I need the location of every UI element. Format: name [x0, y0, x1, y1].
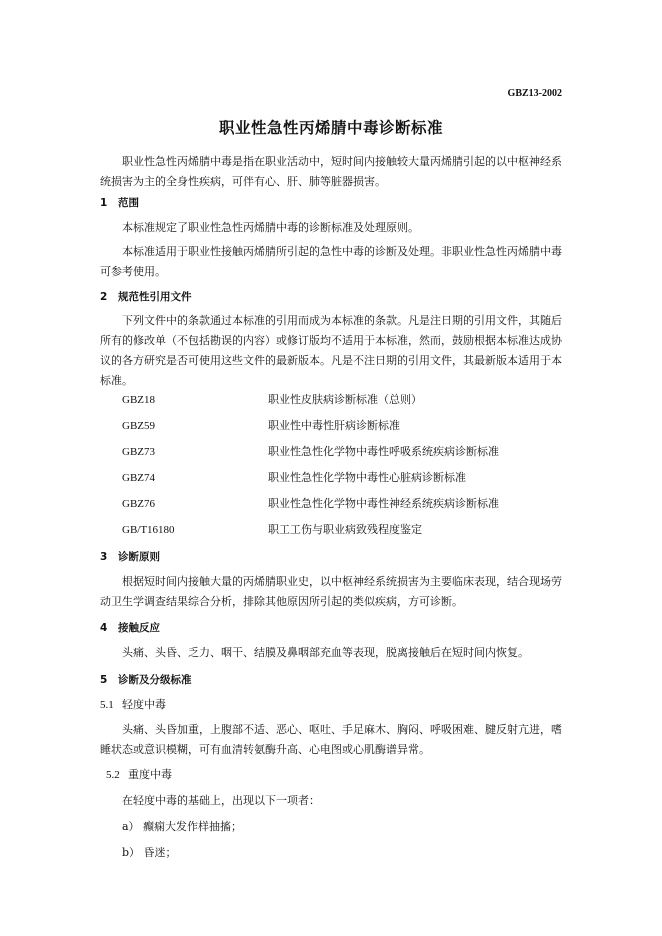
reference-code: GBZ74 [122, 472, 155, 484]
list-item [122, 817, 562, 837]
reference-name: 职业性急性化学物中毒性呼吸系统疾病诊断标准 [268, 445, 499, 458]
section-number: 4 [100, 622, 108, 634]
section-5-heading [100, 670, 562, 690]
subsection-title: 轻度中毒 [122, 698, 166, 711]
section-4-paragraph-1: 头痛、头昏、乏力、咽干、结膜及鼻咽部充血等表现，脱离接触后在短时间内恢复。 [122, 646, 529, 659]
intro-paragraph: 职业性急性丙烯腈中毒是指在职业活动中，短时间内接触较大量丙烯腈引起的以中枢神经系统损害为主的全身性疾病，可伴有心、肝、肺等脏器损害。 [100, 155, 562, 188]
list-item [122, 843, 562, 863]
section-number: 3 [100, 551, 108, 563]
section-number: 5 [100, 674, 108, 686]
reference-row [122, 417, 400, 435]
section-4-heading [100, 618, 562, 638]
section-1-paragraph-2: 本标准适用于职业性接触丙烯腈所引起的急性中毒的诊断及处理。非职业性急性丙烯腈中毒可参考使用。 [100, 245, 562, 278]
reference-name: 职业性皮肤病诊断标准（总则） [268, 393, 422, 406]
section-number: 2 [100, 291, 108, 303]
reference-row [122, 495, 499, 513]
subsection-5-1-heading [100, 695, 562, 715]
section-title: 范围 [118, 197, 139, 209]
reference-code: GBZ59 [122, 420, 155, 432]
standard-code: GBZ13-2002 [507, 88, 562, 99]
reference-code: GBZ18 [122, 394, 155, 406]
section-3-heading [100, 547, 562, 567]
section-number: 1 [100, 197, 108, 209]
section-title: 规范性引用文件 [118, 291, 192, 303]
section-title: 诊断原则 [118, 551, 160, 563]
subsection-number: 5.1 [100, 699, 114, 711]
reference-name: 职业性急性化学物中毒性心脏病诊断标准 [268, 471, 466, 484]
reference-code: GBZ76 [122, 498, 155, 510]
section-2-heading [100, 287, 562, 307]
section-title: 诊断及分级标准 [118, 674, 192, 686]
section-3-paragraph-1: 根据短时间内接触大量的丙烯腈职业史，以中枢神经系统损害为主要临床表现，结合现场劳动卫生学调查结果综合分析，排除其他原因所引起的类似疾病，方可诊断。 [100, 575, 562, 608]
subsection-5-2-heading [106, 765, 568, 785]
reference-row [122, 443, 499, 461]
section-2-paragraph-1: 下列文件中的条款通过本标准的引用而成为本标准的条款。凡是注日期的引用文件，其随后所有的修改单（不包括勘误的内容）或修订版均不适用于本标准，然而，鼓励根据本标准达成协议的各方研究是否可使用这些文件的最新版本。凡是不注日期的引用文件，其最新版本适用于本标准。 [100, 314, 562, 387]
reference-row [122, 391, 422, 409]
reference-name: 职业性急性化学物中毒性神经系统疾病诊断标准 [268, 497, 499, 510]
section-title: 接触反应 [118, 622, 160, 634]
list-item-label: b） [122, 846, 141, 859]
reference-code: GB/T16180 [122, 524, 175, 536]
subsection-title: 重度中毒 [128, 768, 172, 781]
section-1-paragraph-1: 本标准规定了职业性急性丙烯腈中毒的诊断标准及处理原则。 [122, 221, 419, 234]
list-item-label: a） [122, 820, 140, 833]
list-item-text: 昏迷； [143, 846, 177, 859]
list-item-text: 癫痫大发作样抽搐； [143, 820, 243, 833]
subsection-number: 5.2 [106, 769, 120, 781]
subsection-5-2-paragraph: 在轻度中毒的基础上，出现以下一项者： [122, 794, 320, 807]
reference-name: 职工工伤与职业病致残程度鉴定 [268, 523, 422, 536]
reference-code: GBZ73 [122, 446, 155, 458]
reference-name: 职业性中毒性肝病诊断标准 [268, 419, 400, 432]
reference-row [122, 521, 422, 539]
section-1-heading [100, 193, 562, 213]
subsection-5-1-paragraph: 头痛、头昏加重，上腹部不适、恶心、呕吐、手足麻木、胸闷、呼吸困难、腱反射亢进，嗜睡状态或意识模糊，可有血清转氨酶升高、心电图或心肌酶谱异常。 [100, 723, 562, 756]
document-title: 职业性急性丙烯腈中毒诊断标准 [218, 119, 443, 137]
reference-row [122, 469, 466, 487]
